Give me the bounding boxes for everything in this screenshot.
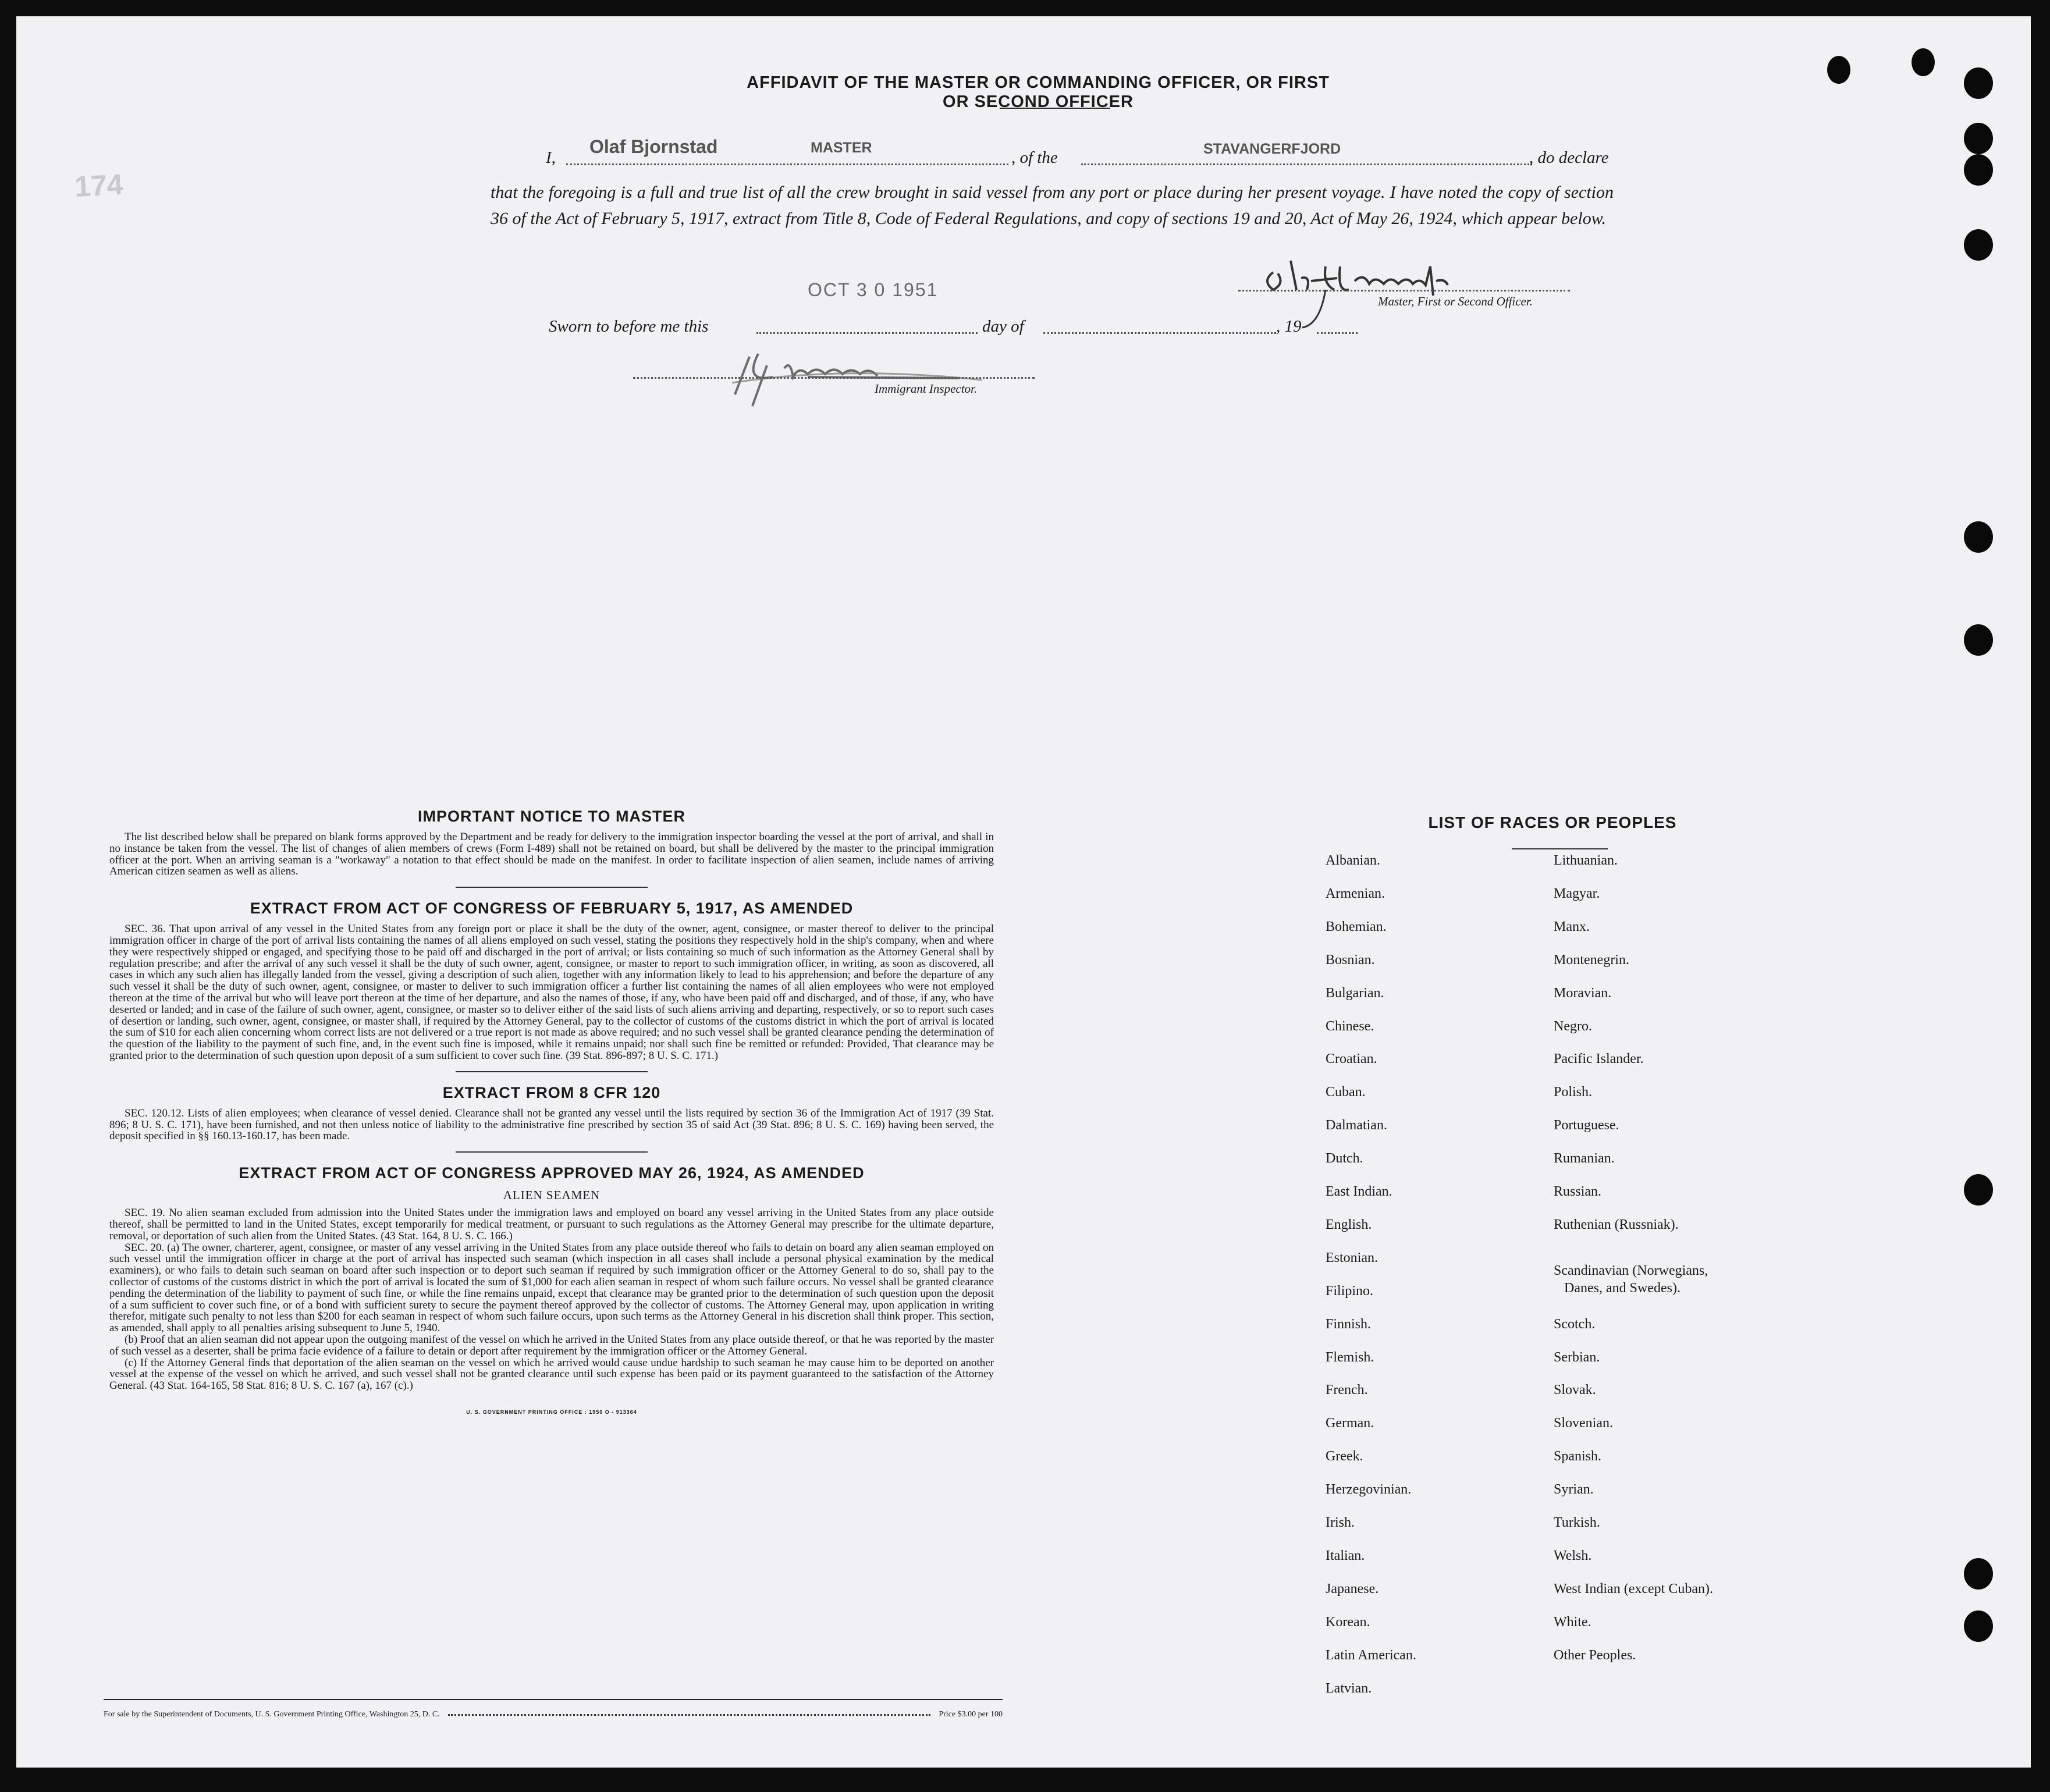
race-item: Portuguese. bbox=[1554, 1118, 1619, 1133]
punch-hole bbox=[1964, 229, 1993, 261]
race-item: Cuban. bbox=[1326, 1085, 1366, 1100]
extract-1917-text: SEC. 36. That upon arrival of any vessel in the United States from any foreign port or place it shall be the duty of the owner, agent, consignee, or master thereof to deliver to the principal immigration officer in charge of the port of arrival lists containing the names of all aliens employed on such vessel, stating the positions they respectively hold in the ship's company, when and where they were respectively shipped or engaged, and specifying those to be paid off and discharged in the port of arrival; or lists containing so much of such information as the Attorney General shall by regulation prescribe; and after the arrival of any such vessel it shall be the duty of such owner, agent, consignee, or master to report to such immigration officer, in writing, as soon as discovered, all cases in which any such alien has illegally landed from the vessel, giving a description of such alien, together with any information likely to lead to his apprehension; and before the departure of any such vessel it shall be the duty of such owner, agent, consignee, or master to deliver to such immigration officer a further list containing the names of all alien employees who were not employed thereon at the time of the arrival but who will leave port thereon at the time of her departure, and also the names of those, if any, who have been paid off and discharged, and of those, if any, who have deserted or landed; and in case of the failure of such owner, agent, consignee, or master so to deliver either of the said lists of such aliens arriving and departing, respectively, or so to report such cases of desertion or landing, such owner, agent, consignee, or master shall, if required by the Attorney General, pay to the collector of customs of the customs district in which the port of arrival is located the sum of $10 for each alien concerning whom correct lists are not delivered or a true report is not made as above required; and no such vessel shall be granted clearance pending the determination of the question of the liability to the payment of such fine, and, in the event such fine is imposed, while it remains unpaid; nor shall such fine be remitted or refunded: Provided, That clearance may be granted prior to the determination of such question upon deposit of a sum sufficient to cover such fine. (39 Stat. 896-897; 8 U. S. C. 171.) bbox=[109, 923, 994, 1062]
punch-hole bbox=[1964, 1610, 1993, 1642]
month-dots bbox=[1043, 332, 1276, 334]
affidavit-body: that the foregoing is a full and true list of all the crew brought in said vessel from any port or place during her present voyage. I have noted the copy of section 36 of the Act of February 5, 1917, extract from Title 8, Code of Federal Regulations, and copy of sections 19 and 20, Act of May 26, 1924, which appear below. bbox=[491, 183, 1614, 228]
affidavit-title-row bbox=[16, 73, 2031, 112]
race-item: Serbian. bbox=[1554, 1349, 1600, 1365]
races-title: LIST OF RACES OR PEOPLES bbox=[1428, 813, 1677, 831]
race-item: Filipino. bbox=[1326, 1283, 1374, 1299]
race-item: Korean. bbox=[1326, 1614, 1370, 1630]
race-item: Bulgarian. bbox=[1326, 985, 1384, 1001]
race-item: Russian. bbox=[1554, 1184, 1602, 1199]
race-item: Moravian. bbox=[1554, 985, 1612, 1001]
inspector-dots bbox=[633, 377, 1035, 379]
race-item: Italian. bbox=[1326, 1548, 1365, 1563]
sworn-label: Sworn to before me this bbox=[549, 317, 709, 336]
sec-20b-text: (b) Proof that an alien seaman did not appear upon the outgoing manifest of the vessel on which he arrived in the United States from any place outside thereof, or that he was reported by the master of such vessel as a deserter, shall be prima facie evidence of a failure to detain or deport after requirement by the immigration officer or the Attorney General. bbox=[109, 1333, 994, 1357]
footer-right: Price $3.00 per 100 bbox=[939, 1710, 1003, 1719]
race-item: Japanese. bbox=[1326, 1581, 1379, 1597]
signature-dots bbox=[1238, 290, 1570, 291]
race-item: White. bbox=[1554, 1614, 1591, 1630]
race-item: Pacific Islander. bbox=[1554, 1051, 1644, 1067]
race-item: Syrian. bbox=[1554, 1482, 1594, 1498]
sec-19-text: SEC. 19. No alien seaman excluded from admission into the United States under the immigration laws and employed on board any vessel arriving in the United States from any place outside thereof, shall be permitted to land in the United States, except temporarily for medical treatment, or pursuant to such regulations as the Attorney General may prescribe for the ultimate departure, removal, or deportation of such alien from the United States. (43 Stat. 164, 8 U. S. C. 166.) bbox=[109, 1207, 994, 1242]
race-item: Chinese. bbox=[1326, 1018, 1374, 1034]
of-the-label: , of the bbox=[1011, 148, 1058, 167]
race-item: Dutch. bbox=[1326, 1151, 1363, 1167]
punch-hole bbox=[1964, 1174, 1993, 1206]
punch-hole bbox=[1964, 123, 1993, 154]
year-dots bbox=[1317, 332, 1358, 334]
separator bbox=[456, 1151, 648, 1153]
races-rule bbox=[1512, 848, 1608, 849]
affidavit-title: AFFIDAVIT OF THE MASTER OR COMMANDING OFFICER, OR FIRST OR SECOND OFFICER bbox=[747, 73, 1330, 111]
punch-hole bbox=[1964, 154, 1993, 186]
alien-seamen-subtitle: ALIEN SEAMEN bbox=[503, 1188, 601, 1203]
race-item: English. bbox=[1326, 1217, 1372, 1232]
punch-hole bbox=[1964, 624, 1993, 656]
race-item: German. bbox=[1326, 1416, 1374, 1431]
year-label: , 19 bbox=[1276, 317, 1302, 336]
punch-hole bbox=[1964, 521, 1993, 553]
footer-dots bbox=[448, 1714, 931, 1716]
name-dots bbox=[566, 163, 1008, 165]
printing-office-line: U. S. GOVERNMENT PRINTING OFFICE : 1950 O - 913364 bbox=[466, 1409, 637, 1415]
race-item: Ruthenian (Russniak). bbox=[1554, 1217, 1679, 1232]
inspector-label: Immigrant Inspector. bbox=[875, 382, 978, 396]
race-item: Flemish. bbox=[1326, 1349, 1374, 1365]
race-item: Slovenian. bbox=[1554, 1416, 1613, 1431]
date-stamp: OCT 3 0 1951 bbox=[808, 279, 939, 300]
day-dots bbox=[756, 332, 978, 334]
notice-column bbox=[109, 808, 994, 1415]
race-item: Bohemian. bbox=[1326, 919, 1387, 934]
race-item: Rumanian. bbox=[1554, 1151, 1615, 1167]
race-item: Welsh. bbox=[1554, 1548, 1592, 1563]
race-item: Bosnian. bbox=[1326, 952, 1375, 968]
race-item: Dalmatian. bbox=[1326, 1118, 1387, 1133]
race-item: Manx. bbox=[1554, 919, 1590, 934]
inspector-signature-area bbox=[633, 342, 1075, 412]
sworn-line bbox=[528, 307, 1366, 342]
race-item: Magyar. bbox=[1554, 886, 1600, 901]
race-item: Polish. bbox=[1554, 1085, 1593, 1100]
separator bbox=[456, 887, 648, 888]
declare-label: , do declare bbox=[1529, 148, 1609, 167]
punch-hole bbox=[1912, 48, 1935, 76]
race-item: East Indian. bbox=[1326, 1184, 1392, 1199]
race-item: Spanish. bbox=[1554, 1449, 1602, 1464]
race-item: Scotch. bbox=[1554, 1316, 1596, 1332]
footer-line bbox=[104, 1707, 1003, 1722]
race-item: Croatian. bbox=[1326, 1051, 1377, 1067]
day-of-label: day of bbox=[982, 317, 1024, 336]
race-item: Estonian. bbox=[1326, 1250, 1378, 1265]
race-item: French. bbox=[1326, 1382, 1368, 1398]
affidavit-rule bbox=[1000, 108, 1110, 109]
master-name: Olaf Bjornstad bbox=[589, 136, 718, 157]
rank-typed: MASTER bbox=[811, 140, 872, 156]
footer-left: For sale by the Superintendent of Documents, U. S. Government Printing Office, Washington 25, D. C. bbox=[104, 1710, 440, 1719]
race-item: Latvian. bbox=[1326, 1680, 1372, 1696]
i-label: I, bbox=[546, 148, 556, 167]
race-item: Montenegrin. bbox=[1554, 952, 1629, 968]
separator bbox=[456, 1071, 648, 1072]
footer-rule bbox=[104, 1699, 1003, 1700]
extract-cfr-title: EXTRACT FROM 8 CFR 120 bbox=[442, 1083, 661, 1101]
race-item: Negro. bbox=[1554, 1018, 1592, 1034]
race-item: Latin American. bbox=[1326, 1647, 1416, 1663]
declaration-line bbox=[493, 136, 1611, 171]
race-item: Lithuanian. bbox=[1554, 853, 1618, 868]
race-item: Albanian. bbox=[1326, 853, 1380, 868]
extract-1924-title: EXTRACT FROM ACT OF CONGRESS APPROVED MAY 26, 1924, AS AMENDED bbox=[239, 1164, 865, 1182]
extract-cfr-text: SEC. 120.12. Lists of alien employees; when clearance of vessel denied. Clearance shall not be granted any vessel until the lists required by section 36 of the Immigration Act of 1917 (39 Stat. 896; 8 U. S. C. 171), have been furnished, and not then unless notice of liability to the administrative fine prescribed by section 35 of said Act (39 Stat. 896; 8 U. S. C. 169) having been served, the deposit specified in §§ 160.13-160.17, has been made. bbox=[109, 1107, 994, 1143]
race-item: Scandinavian (Norwegians, Danes, and Swedes). bbox=[1554, 1263, 1708, 1296]
sec-20a-text: SEC. 20. (a) The owner, charterer, agent, consignee, or master of any vessel arriving in the United States from any place outside thereof who fails to detain on board any alien seaman employed on such vessel until the immigration officer in charge at the port of arrival has inspected such seaman (which inspection in all cases shall include a personal physical examination by the medical examiners), or who fails to detain such seaman on board after such inspection or to deport such seaman if required by such immigration officer or the Attorney General to do so, shall pay to the collector of customs of the customs district in which the port of arrival is located the sum of $1,000 for each alien seaman in respect of whom such failure occurs. No vessel shall be granted clearance pending the determination of the liability to payment of such fine, or while the fine remains unpaid, except that clearance may be granted prior to the determination of such question upon the deposit of a sum sufficient to cover such fine, or of a bond with sufficient surety to secure the payment thereof approved by the collector of customs. The Attorney General may, upon application in writing therefor, mitigate such penalty to not less than $200 for each seaman in respect of whom such failure occurs, upon such terms as the Attorney General in his discretion shall think proper. This section, as amended, shall apply to all penalties arising subsequent to June 5, 1940. bbox=[109, 1241, 994, 1335]
race-item: Turkish. bbox=[1554, 1515, 1600, 1530]
race-item: Armenian. bbox=[1326, 886, 1385, 901]
document-page bbox=[16, 16, 2031, 1768]
sec-20c-text: (c) If the Attorney General finds that deportation of the alien seaman on the vessel on which he arrived would cause undue hardship to such seaman he may cause him to be deported on another vessel at the expense of the vessel on which he arrived, and such vessel shall not be granted clearance until such expense has been paid or its payment guaranteed to the satisfaction of the Attorney General. (43 Stat. 164-165, 58 Stat. 816; 8 U. S. C. 167 (a), 167 (c).) bbox=[109, 1356, 994, 1392]
race-item: Finnish. bbox=[1326, 1316, 1372, 1332]
notice-title: IMPORTANT NOTICE TO MASTER bbox=[418, 808, 685, 825]
race-item: Herzegovinian. bbox=[1326, 1482, 1412, 1498]
page-number: 174 bbox=[73, 168, 124, 204]
vessel-name: STAVANGERFJORD bbox=[1203, 141, 1341, 157]
vessel-dots bbox=[1081, 163, 1532, 165]
race-item: Slovak. bbox=[1554, 1382, 1596, 1398]
race-item: West Indian (except Cuban). bbox=[1554, 1581, 1713, 1597]
punch-hole bbox=[1964, 1558, 1993, 1590]
race-item: Greek. bbox=[1326, 1449, 1363, 1464]
race-item: Irish. bbox=[1326, 1515, 1355, 1530]
notice-text: The list described below shall be prepared on blank forms approved by the Department and be ready for delivery to the immigration inspector boarding the vessel at the port of arrival, and shall in no instance be taken from the vessel. The list of changes of alien members of crews (Form I-489) shall not be retained on board, but shall be delivered by the master to the principal immigration officer at the port. When an arriving seaman is a "workaway" a notation to that effect should be made on the manifest. In order to facilitate inspection of alien seamen, include names of arriving American citizen seamen as well as aliens. bbox=[109, 831, 994, 878]
signature-label: Master, First or Second Officer. bbox=[1378, 294, 1533, 308]
extract-1917-title: EXTRACT FROM ACT OF CONGRESS OF FEBRUARY 5, 1917, AS AMENDED bbox=[250, 899, 854, 918]
race-item: Other Peoples. bbox=[1554, 1647, 1636, 1663]
